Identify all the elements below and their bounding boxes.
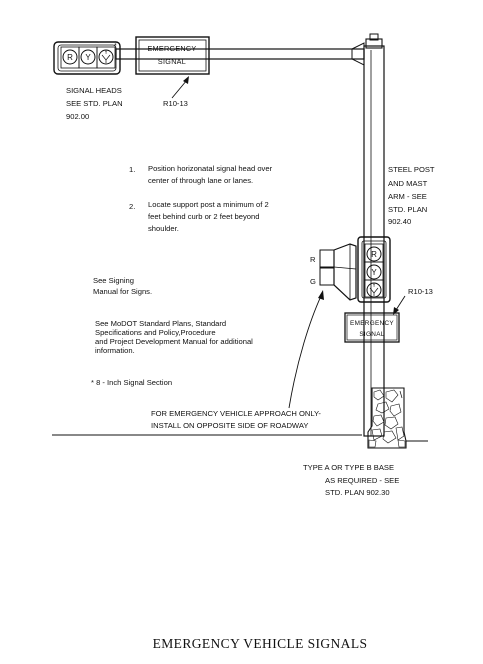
lower-emergency-sign <box>345 313 399 342</box>
note-2-line-2: feet behind curb or 2 feet beyond <box>148 212 260 221</box>
note-1-number: 1. <box>129 165 136 174</box>
signal-heads-note-3: 902.00 <box>66 112 90 121</box>
modot-note-3: and Project Development Manual for additional <box>95 337 253 346</box>
vertical-signal-head <box>358 237 390 302</box>
top-sign-leader <box>172 76 189 98</box>
top-signal-head <box>54 42 120 74</box>
top-emergency-sign <box>136 37 209 74</box>
signal-heads-note-2: SEE STD. PLAN <box>66 99 123 108</box>
steel-post-note-4: STD. PLAN <box>388 205 428 214</box>
side-label-r: R <box>310 255 316 264</box>
star-mark: * <box>114 43 117 50</box>
lower-sign-line2: SIGNAL <box>359 331 385 338</box>
side-signal-head <box>320 244 356 300</box>
steel-post-note-2: AND MAST <box>388 179 428 188</box>
approach-note-2: INSTALL ON OPPOSITE SIDE OF ROADWAY <box>151 421 309 430</box>
steel-post-note-3: ARM - SEE <box>388 192 427 201</box>
base-note-2: AS REQUIRED - SEE <box>325 476 400 485</box>
side-label-g: G <box>310 277 316 286</box>
modot-note-1: See MoDOT Standard Plans, Standard <box>95 319 227 328</box>
top-sign-code: R10-13 <box>163 99 188 108</box>
concrete-base <box>368 388 406 448</box>
steel-post <box>364 34 384 436</box>
top-lens-y2: Y <box>104 50 108 56</box>
note-2-number: 2. <box>129 202 136 211</box>
note-1-line-2: center of through lane or lanes. <box>148 176 254 185</box>
modot-note-2: Specifications and Policy,Procedure <box>95 328 216 337</box>
base-note-3: STD. PLAN 902.30 <box>325 488 390 497</box>
signing-note-2: Manual for Signs. <box>93 287 153 296</box>
note-2-line-3: shoulder. <box>148 224 179 233</box>
top-lens-y: Y <box>85 53 91 62</box>
note-2-line-1: Locate support post a minimum of 2 <box>148 200 269 209</box>
signal-heads-note-1: SIGNAL HEADS <box>66 86 122 95</box>
lower-sign-leader <box>393 296 405 315</box>
top-lens-r: R <box>67 53 73 62</box>
section-note: * 8 - Inch Signal Section <box>91 378 173 387</box>
approach-leader <box>289 290 324 408</box>
top-sign-line2: SIGNAL <box>157 57 187 66</box>
drawing-title: EMERGENCY VEHICLE SIGNALS <box>152 636 368 651</box>
top-sign-line1: EMERGENCY <box>147 44 197 53</box>
steel-post-note-5: 902.40 <box>388 217 412 226</box>
lower-sign-line1: EMERGENCY <box>350 320 394 327</box>
approach-note-1: FOR EMERGENCY VEHICLE APPROACH ONLY- <box>151 409 321 418</box>
note-1-line-1: Position horizonatal signal head over <box>148 164 273 173</box>
mast-arm-bracket <box>352 43 364 65</box>
signing-note-1: See Signing <box>93 276 134 285</box>
steel-post-note-1: STEEL POST <box>388 165 435 174</box>
top-head-arrow-icon <box>102 55 110 63</box>
base-note-1: TYPE A OR TYPE B BASE <box>303 463 395 472</box>
vertical-lens-r: R <box>371 250 377 259</box>
vertical-lens-y: Y <box>371 268 377 277</box>
modot-note-4: information. <box>95 346 135 355</box>
vertical-lens-y2: Y <box>372 283 376 289</box>
lower-sign-code: R10-13 <box>408 287 433 296</box>
